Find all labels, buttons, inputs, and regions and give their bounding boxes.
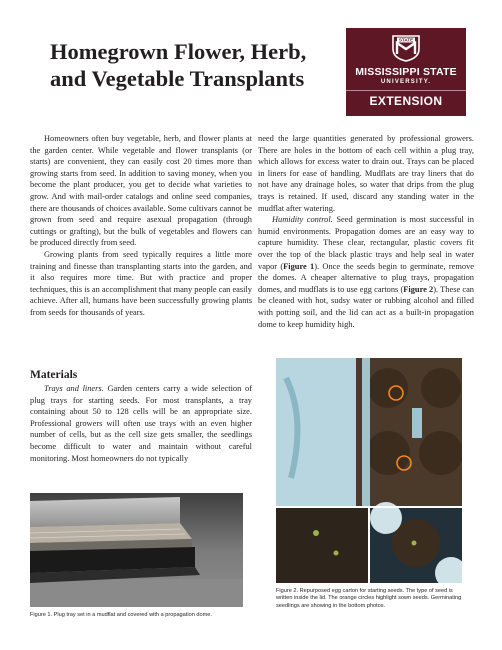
msu-shield-icon bbox=[390, 34, 422, 62]
page-title: Homegrown Flower, Herb, and Vegetable Transplants bbox=[50, 39, 307, 91]
intro-paragraph-1: Homeowners often buy vegetable, herb, and flower plants at the garden center. While vegetable and flower transplants (or starts) are convenient, they can easily cost 20 times more than growing starts from seed. In addition to saving money, when you become the plant producer, you get to decide what varieties to grow. And with mail-order catalogs and online seed companies, there are thousands of choices available. Some cultivars cannot be grown from seed and require asexual propagation (through cuttings or grafting), but the bulk of vegetables and flowers can be produced directly from seed. bbox=[30, 134, 252, 248]
extension-logo[interactable] bbox=[346, 28, 466, 116]
humidity-label: Humidity control. bbox=[272, 215, 333, 225]
figure-1-photo bbox=[30, 493, 243, 607]
logo-university-label: UNIVERSITY. bbox=[380, 79, 432, 85]
egg-carton-photo bbox=[276, 358, 462, 583]
logo-divider bbox=[346, 90, 466, 91]
figure-2-caption: Figure 2. Repurposed egg carton for starting seeds. The type of seed is written inside the lid. The orange circles highlight sown seeds. Germinating seedlings are showing in the bottom photos. bbox=[276, 588, 462, 609]
shield-text: STATE bbox=[398, 37, 414, 43]
trays-paragraph: Trays and liners. Garden centers carry a wide selection of plug trays for starting seeds. For most transplants, a tray containing about 50 to 128 cells will be an appropriate size. Professional growers will often use trays with an even higher number of cells, but as the cell size gets smaller, the seedlings become difficult to water and maintain without careful monitoring. Most homeowners do not typically bbox=[30, 384, 252, 463]
figure1-reference: Figure 1 bbox=[283, 261, 315, 271]
figure2-reference: Figure 2 bbox=[403, 284, 434, 294]
humidity-paragraph: Humidity control. Seed germination is most successful in humid environments. Propagation domes are an easy way to capture humidity. These clear, rectangular, plastic covers fit over the top of the black plastic trays and help seal in water vapor (Figure 1). Once the seeds begin to germinate, remove the domes. A cheaper alternative to plug trays, propagation domes, and mudflats is to use egg cartons (Figure 2). These can be cleaned with hot, sudsy water or rubbing alcohol and filled with potting soil, and the lid can act as a built-in propagation dome to keep humidity high. bbox=[258, 215, 474, 329]
intro-paragraph-2: Growing plants from seed typically requires a little more training and finesse than transplanting starts into the garden, and it also requires more time. But with practice and proper techniques, this is an accomplishment that many people can easily achieve. After all, humans have been successfully growing plants from seeds for thousands of years. bbox=[30, 249, 252, 317]
figure-1-caption: Figure 1. Plug tray set in a mudflat and covered with a propagation dome. bbox=[30, 612, 212, 618]
intro-column bbox=[30, 133, 252, 319]
materials-section bbox=[30, 368, 252, 464]
logo-extension-label: EXTENSION bbox=[369, 94, 443, 108]
materials-heading: Materials bbox=[30, 369, 78, 381]
plug-tray-photo bbox=[30, 493, 243, 607]
right-column bbox=[258, 133, 474, 330]
trays-label: Trays and liners. bbox=[44, 384, 104, 393]
logo-university-name: MISSISSIPPI STATE bbox=[355, 66, 457, 78]
drainage-paragraph: need the large quantities generated by professional growers. There are holes in the bottom of each cell within a plug tray, which allows for excess water to drain out. Trays can be placed in liners for ease of handling. Mudflats are tray liners that do not have any drainage holes, so water that drips from the plug trays is retained. If used, discard any standing water in the mudflat after watering. bbox=[258, 134, 474, 213]
figure-2-photo bbox=[276, 358, 462, 583]
